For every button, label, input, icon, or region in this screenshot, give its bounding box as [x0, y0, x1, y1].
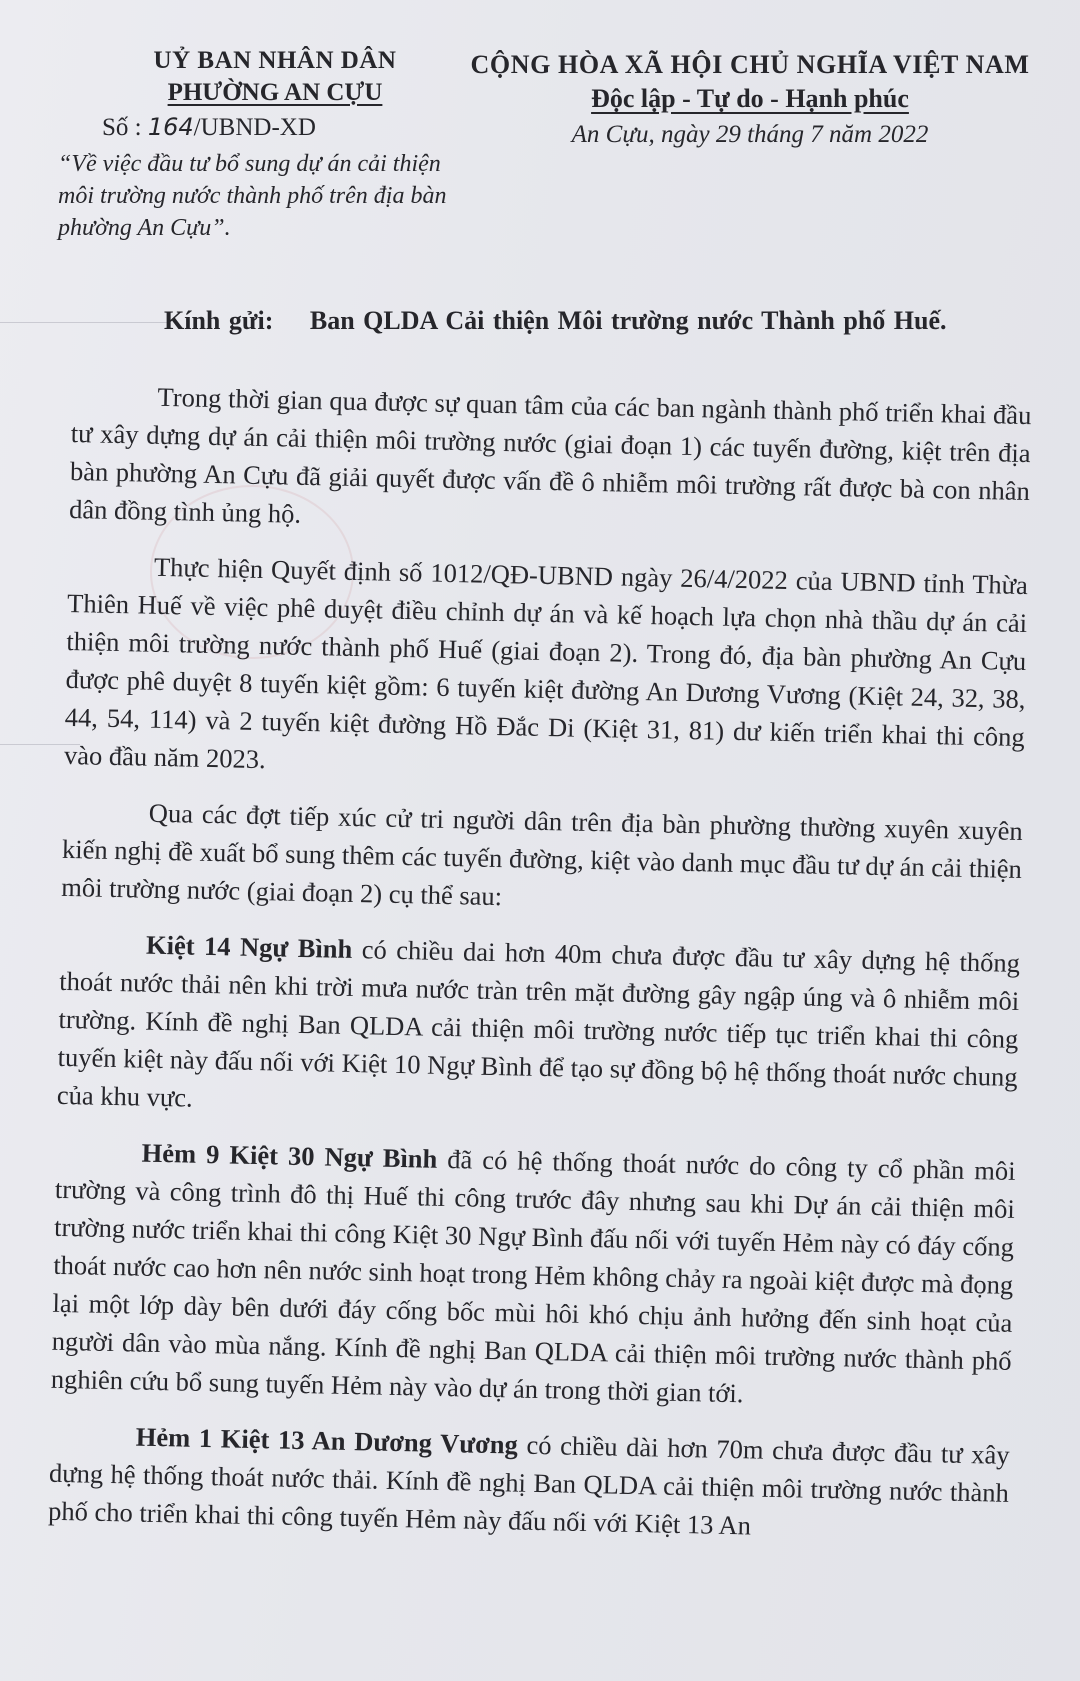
- doc-number-handwritten: 164: [147, 113, 194, 141]
- body-paragraph: [57, 924, 1021, 1134]
- body-paragraph: [48, 1416, 1010, 1550]
- authority-ward: PHƯỜNG AN CỰU: [167, 79, 383, 106]
- item-heading: Hẻm 1 Kiệt 13 An Dương Vương: [135, 1421, 519, 1460]
- item-heading: Hẻm 9 Kiệt 30 Ngự Bình: [141, 1137, 438, 1174]
- item-text: đã có hệ thống thoát nước do công ty cổ phần môi trường và công trình đô thị Huế thi công trước đây nhưng sau khi Dự án cải thiện môi trường nước triển khai thi công Kiệt 30 Ngự Bình đấu nối với tuyến Hẻm này có đáy cống thoát nước cao hơn nên nước sinh hoạt trong Hẻm không chảy ra ngoài kiệt được mà đọng lại một lớp dày bên dưới đáy cống bốc mùi hôi khó chịu ảnh hưởng đến sinh hoạt của người dân vào mùa nắng. Kính đề nghị Ban QLDA cải thiện môi trường nước thành phố nghiên cứu bổ sung tuyến Hẻm này vào dự án trong thời gian tới.: [50, 1143, 1016, 1409]
- recipient-label: Kính gửi:: [164, 306, 274, 335]
- body-paragraph: Qua các đợt tiếp xúc cử tri người dân trên địa bàn phường thường xuyên xuyên kiến nghị đề xuất bổ sung thêm các tuyến đường, kiệt vào danh mục đầu tư dự án cải thiện môi trường nước (giai đoạn 2) cụ thể sau:: [60, 797, 1023, 912]
- item-heading: Kiệt 14 Ngự Bình: [145, 929, 353, 964]
- fold-line: [0, 322, 170, 323]
- national-motto: Độc lập - Tự do - Hạnh phúc: [591, 84, 909, 113]
- body-paragraph: [51, 1132, 1016, 1418]
- document-subject: [58, 148, 518, 244]
- subject-line: môi trường nước thành phố trên địa bàn: [58, 183, 447, 209]
- subject-line: “Về việc đầu tư bổ sung dự án cải thiện: [58, 151, 441, 177]
- item-text: có chiều dai hơn 40m chưa được đầu tư xây dựng hệ thống thoát nước thải nên khi trời mưa nước tràn trên mặt đường gây ngập úng và ô nhiễm môi trường. Kính đề nghị Ban QLDA cải thiện môi trường nước tiếp tục triển khai thi công tuyến kiệt này đấu nối với Kiệt 10 Ngự Bình để tạo sự đồng bộ hệ thống thoát nước chung của khu vực.: [56, 933, 1021, 1113]
- document-number: [102, 111, 316, 144]
- body-paragraph: Thực hiện Quyết định số 1012/QĐ-UBND ngày 26/4/2022 của UBND tỉnh Thừa Thiên Huế về việc phê duyệt điều chỉnh dự án và kế hoạch lựa chọn nhà thầu dự án cải thiện môi trường nước thành phố Huế (giai đoạn 2). Trong đó, địa bàn phường An Cựu được phê duyệt 8 tuyến kiệt gồm: 6 tuyến kiệt đường An Dương Vương (Kiệt 24, 32, 38, 44, 54, 114) và 2 tuyến kiệt đường Hồ Đắc Di (Kiệt 31, 81) dư kiến triển khai thi công vào đầu năm 2023.: [63, 551, 1029, 775]
- national-title: CỘNG HÒA XÃ HỘI CHỦ NGHĨA VIỆT NAM: [470, 50, 1030, 79]
- doc-number-prefix: Số :: [102, 114, 142, 141]
- recipient-name: Ban QLDA Cải thiện Môi trường nước Thành phố Huế.: [309, 306, 947, 335]
- doc-number-suffix: /UBND-XD: [193, 114, 316, 141]
- body-paragraph: Trong thời gian qua được sự quan tâm của các ban ngành thành phố triển khai đầu tư xây dựng dự án cải thiện môi trường nước (giai đoạn 1) các tuyến đường, kiệt trên địa bàn phường An Cựu đã giải quyết được vấn đề ô nhiễm môi trường rất được bà con nhân dân đồng tình ủng hộ.: [68, 381, 1032, 529]
- letter-body: [47, 376, 1031, 1568]
- place-and-date: An Cựu, ngày 29 tháng 7 năm 2022: [571, 121, 929, 148]
- recipient-line: [164, 306, 947, 336]
- authority-name: UỶ BAN NHÂN DÂN: [153, 47, 397, 74]
- item-text: có chiều dài hơn 70m chưa được đầu tư xây dựng hệ thống thoát nước thải. Kính đề nghị Ban QLDA cải thiện môi trường nước thành phố cho triển khai thi công tuyến Hẻm này đấu nối với Kiệt 13 An: [47, 1429, 1010, 1541]
- subject-line: phường An Cựu”.: [58, 215, 231, 241]
- national-header: [425, 48, 1075, 152]
